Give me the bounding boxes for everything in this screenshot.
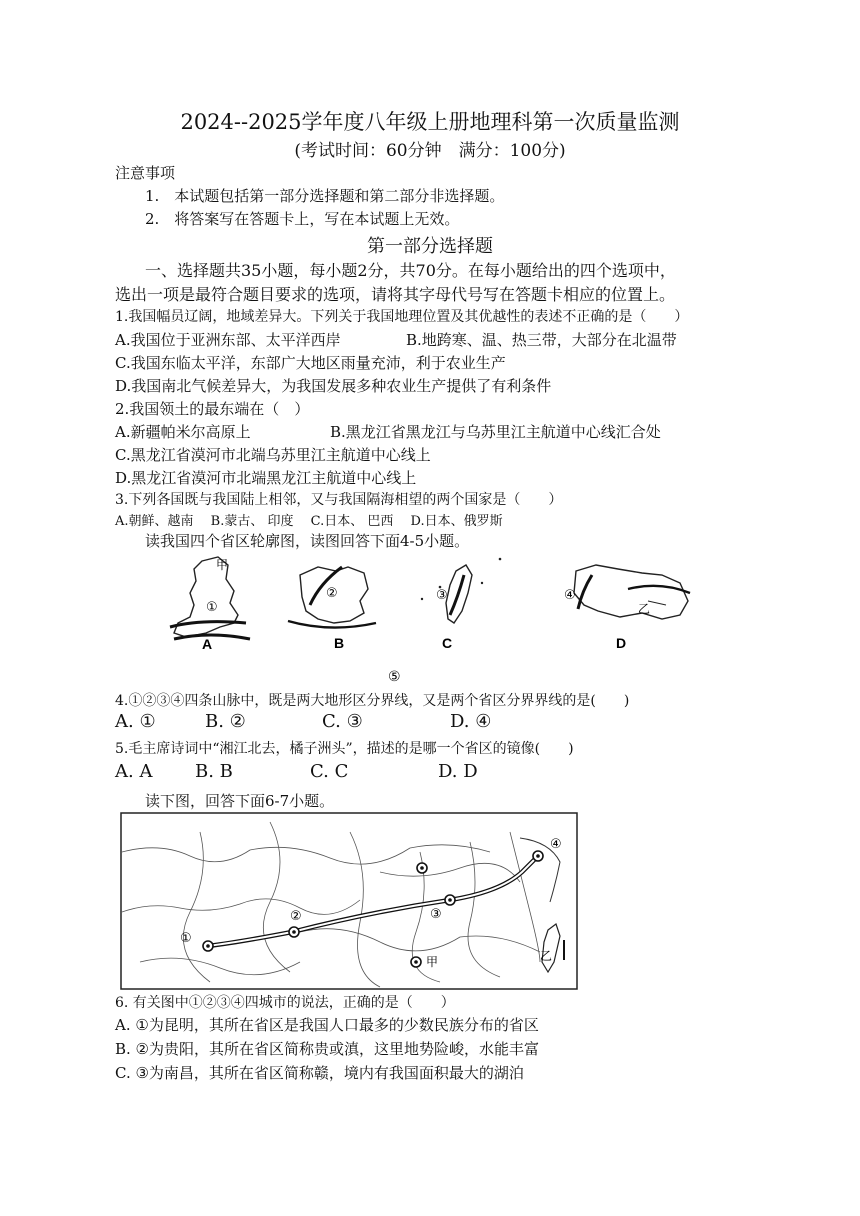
map1-label-c: C [442,635,453,651]
q5-option-b: B. B [195,761,233,782]
map1-label-d: D [616,635,627,651]
q6-option-b: B. ②为贵阳，其所在省区简称贵或滇，这里地势险峻，水能丰富 [115,1040,540,1058]
notice-item-2: 2. 将答案写在答题卡上，写在本试题上无效。 [145,210,460,228]
section-title: 第一部分选择题 [367,236,493,257]
q2-option-c: C.黑龙江省漠河市北端乌苏里江主航道中心线上 [115,446,431,464]
q6-option-c: C. ③为南昌，其所在省区简称赣，境内有我国面积最大的湖泊 [115,1064,524,1082]
q1-stem: 1.我国幅员辽阔，地域差异大。下列关于我国地理位置及其优越性的表述不正确的是（ ） [115,309,689,325]
map2-yi-label: 乙 [540,949,553,963]
map1-marker-5: ⑤ [388,668,401,684]
q6-option-a: A. ①为昆明，其所在省区是我国人口最多的少数民族分布的省区 [115,1016,539,1034]
map1-marker-2: ② [326,585,338,600]
notice-heading: 注意事项 [115,164,176,182]
exam-info: (考试时间：60分钟 满分：100分) [294,141,566,161]
q2-option-a: A.新疆帕米尔高原上 [115,423,251,441]
map2-marker-1: ① [180,930,192,945]
q3-stem: 3.下列各国既与我国陆上相邻，又与我国隔海相望的两个国家是（ ） [115,492,563,508]
province-outline-map [150,553,710,688]
map1-yi-label: 乙 [638,602,651,616]
q1-option-a: A.我国位于亚洲东部、太平洋西岸 [115,331,341,349]
q4-option-a: A. ① [115,711,156,732]
q4-stem: 4.①②③④四条山脉中，既是两大地形区分界线，又是两个省区分界界线的是( ) [115,693,630,709]
q2-option-d: D.黑龙江省漠河市北端黑龙江主航道中心线上 [115,469,417,487]
q5-option-c: C. C [310,761,349,782]
map1-marker-1: ① [206,599,218,614]
map1-marker-3: ③ [436,587,448,602]
notice-item-1: 1. 本试题包括第一部分选择题和第二部分非选择题。 [145,187,505,205]
q1-option-d: D.我国南北气候差异大，为我国发展多种农业生产提供了有利条件 [115,377,552,395]
route-map [120,812,578,990]
map1-label-b: B [334,635,345,651]
q3-options: A.朝鲜、越南 B.蒙古、 印度 C.日本、 巴西 D.日本、俄罗斯 [115,514,503,529]
q5-stem: 5.毛主席诗词中“湘江北去，橘子洲头”，描述的是哪一个省区的镜像( ) [115,741,574,757]
q2-stem: 2.我国领土的最东端在（ ） [115,400,310,418]
q4-option-d: D. ④ [450,711,492,732]
q4-option-b: B. ② [205,711,246,732]
map1-label-a: A [202,636,213,652]
q4-option-c: C. ③ [322,711,363,732]
map1-lead: 读我国四个省区轮廓图，读图回答下面4-5小题。 [145,532,470,550]
q2-option-b: B.黑龙江省黑龙江与乌苏里江主航道中心线汇合处 [330,423,661,441]
province-c-outline [421,558,502,623]
map2-marker-4: ④ [550,836,562,851]
map2-lead: 读下图，回答下面6-7小题。 [145,792,335,810]
section-intro-line1: 一、选择题共35小题，每小题2分，共70分。在每小题给出的四个选项中， [145,261,676,280]
map2-marker-2: ② [290,908,302,923]
map2-marker-3: ③ [430,906,442,921]
province-a-outline [170,557,250,639]
q5-option-d: D. D [438,761,478,782]
q1-option-c: C.我国东临太平洋，东部广大地区雨量充沛，利于农业生产 [115,354,506,372]
province-d-outline [574,565,690,619]
map-frame [121,813,577,989]
map1-jia-label: 甲 [216,558,229,572]
q6-stem: 6. 有关图中①②③④四城市的说法，正确的是（ ） [115,995,455,1011]
q1-option-b: B.地跨寒、温、热三带，大部分在北温带 [406,331,677,349]
section-intro-line2: 选出一项是最符合题目要求的选项，请将其字母代号写在答题卡相应的位置上。 [115,285,676,304]
q5-option-a: A. A [115,761,153,782]
page-title: 2024--2025学年度八年级上册地理科第一次质量监测 [180,110,680,134]
map2-jia-label: 甲 [426,955,439,969]
map1-marker-4: ④ [564,587,576,602]
